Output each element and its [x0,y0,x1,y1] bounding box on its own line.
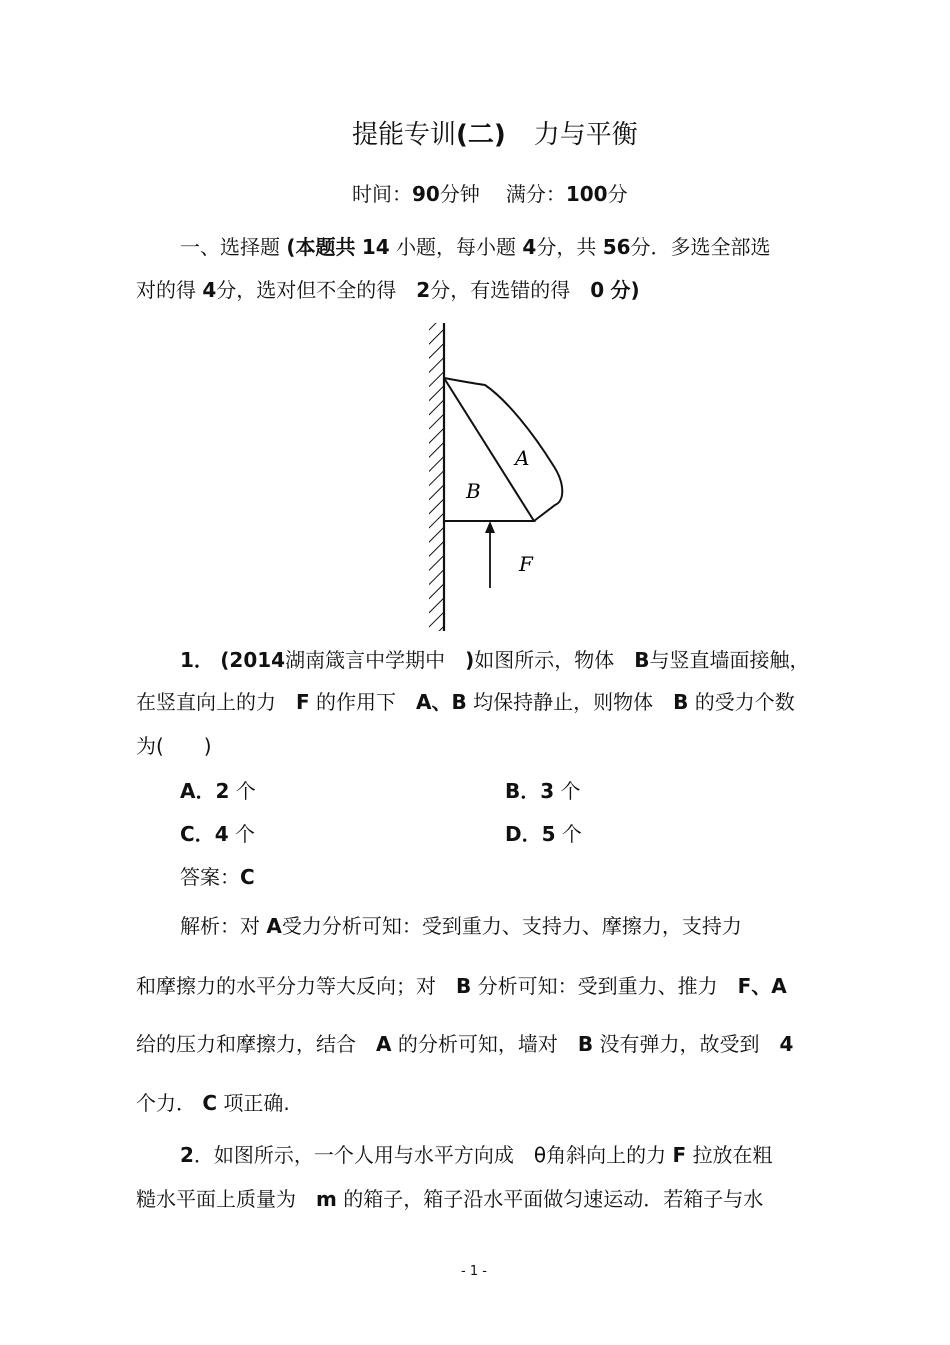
q1-line1: 1． (2014湖南箴言中学期中 )如图所示，物体 B与竖直墙面接触， [180,648,810,672]
q1-analysis-line3: 给的压力和摩擦力，结合 A 的分析可知，墙对 B 没有弹力，故受到 4 [136,1032,794,1056]
page-number: - 1 - [461,1264,487,1279]
q2-line2: 糙水平面上质量为 m 的箱子，箱子沿水平面做匀速运动．若箱子与水 [136,1187,764,1211]
q1-line3: 为( ) [136,734,212,758]
page-title: 提能专训(二) 力与平衡 [352,120,638,150]
section-instruction-line1: 一、选择题 (本题共 14 小题，每小题 4分，共 56分．多选全部选 [180,235,771,259]
wall-blocks-figure [415,315,585,635]
wall-hatching [429,323,443,631]
option-c: C．4 个 [180,822,255,846]
exam-meta: 时间：90分钟 满分：100分 [352,182,628,206]
option-d: D．5 个 [505,822,582,846]
label-f: F [519,552,533,576]
q1-line2: 在竖直向上的力 F 的作用下 A、B 均保持静止，则物体 B 的受力个数 [136,690,795,714]
q1-answer: 答案：C [180,865,255,889]
q1-analysis-line4: 个力． C 项正确. [136,1091,290,1115]
q1-analysis-line2: 和摩擦力的水平分力等大反向；对 B 分析可知：受到重力、推力 F、A [136,974,787,998]
label-a: A [515,446,530,470]
q2-line1: 2．如图所示，一个人用与水平方向成 θ角斜向上的力 F 拉放在粗 [180,1143,773,1167]
label-b: B [466,479,481,503]
section-instruction-line2: 对的得 4分，选对但不全的得 2分，有选错的得 0 分) [136,278,640,302]
option-b: B．3 个 [505,779,581,803]
force-arrowhead [485,521,495,533]
option-a: A．2 个 [180,779,256,803]
block-a [444,378,562,521]
q1-analysis-line1: 解析：对 A受力分析可知：受到重力、支持力、摩擦力，支持力 [180,914,742,938]
